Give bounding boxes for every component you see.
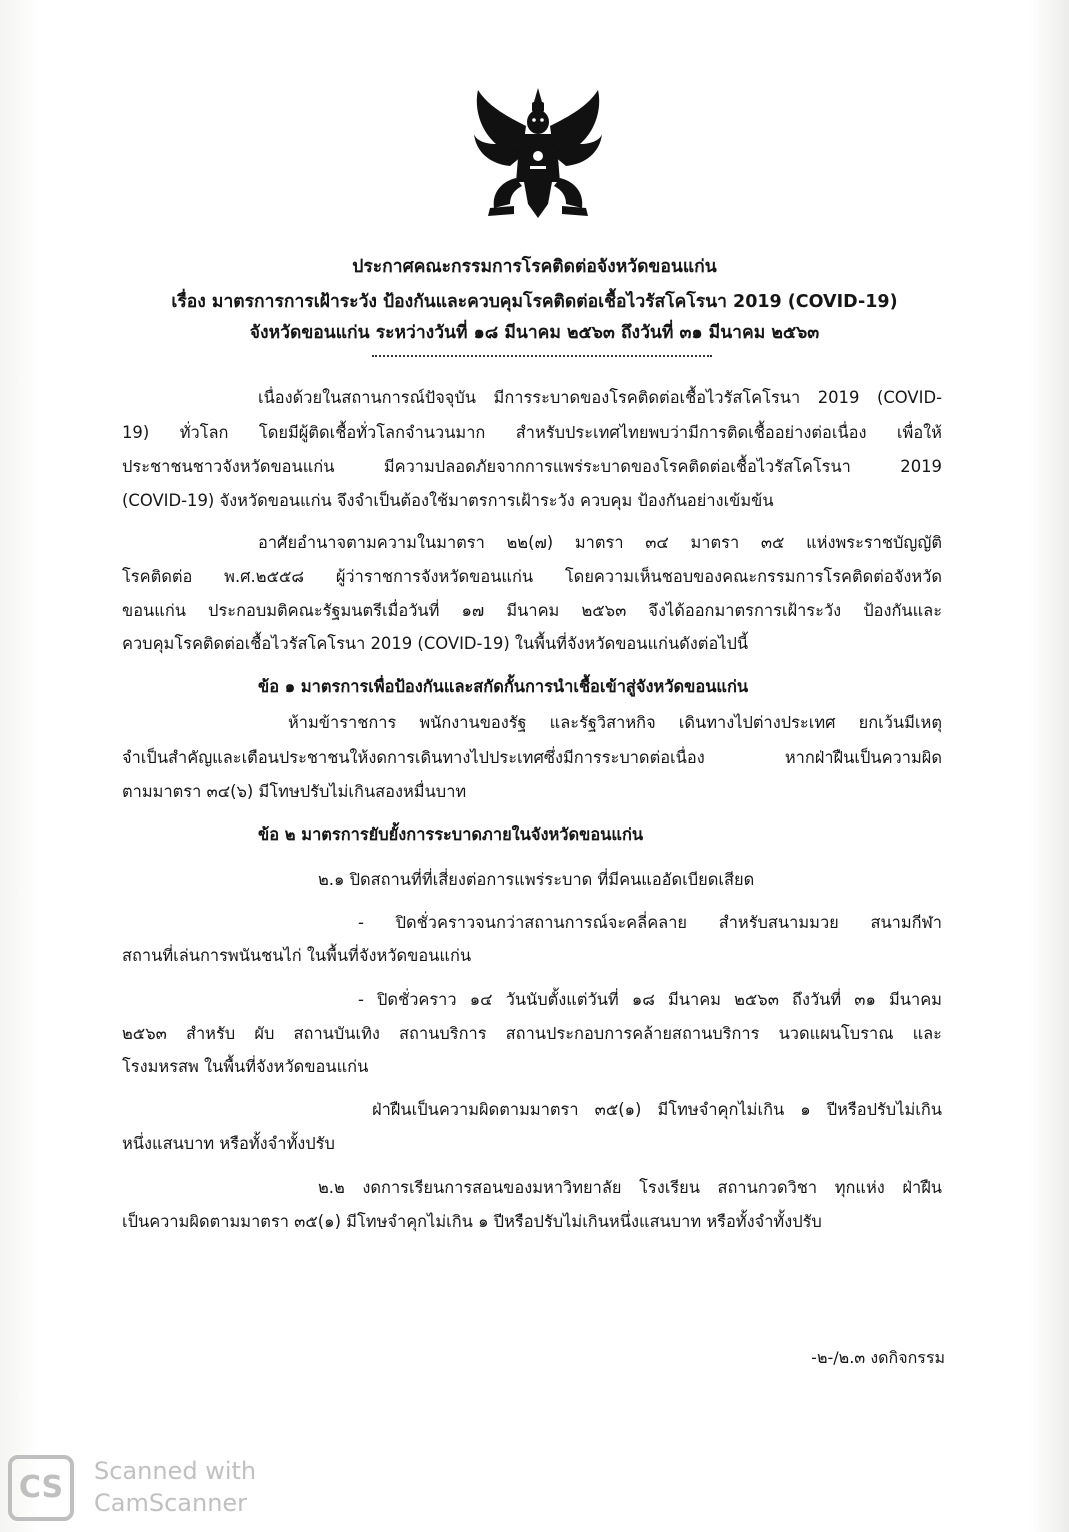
paragraph-line: - ปิดชั่วคราวจนกว่าสถานการณ์จะคลี่คลาย สำหรับสนามมวย สนามกีฬา (358, 913, 942, 932)
paragraph-line: ๒.๒ งดการเรียนการสอนของมหาวิทยาลัย โรงเรียน สถานกวดวิชา ทุกแห่ง ฝ่าฝืน (318, 1178, 942, 1197)
camscanner-logo-icon: CS (8, 1455, 74, 1521)
paragraph-line: โรคติดต่อ พ.ศ.๒๕๕๘ ผู้ว่าราชการจังหวัดขอนแก่น โดยความเห็นชอบของคณะกรรมการโรคติดต่อจังหวัด (122, 567, 942, 586)
paragraph-line: ควบคุมโรคติดต่อเชื้อไวรัสโคโรนา 2019 (COVID-19) ในพื้นที่จังหวัดขอนแก่นดังต่อไปนี้ (122, 634, 749, 653)
paragraph-line: อาศัยอำนาจตามความในมาตรา ๒๒(๗) มาตรา ๓๔ มาตรา ๓๕ แห่งพระราชบัญญัติ (258, 533, 942, 552)
paragraph-line: ขอนแก่น ประกอบมติคณะรัฐมนตรีเมื่อวันที่ ๑๗ มีนาคม ๒๕๖๓ จึงได้ออกมาตรการเฝ้าระวัง ป้องกันและ (122, 601, 942, 620)
paragraph-line: จำเป็นสำคัญและเตือนประชาชนให้งดการเดินทางไปประเทศซึ่งมีการระบาดต่อเนื่อง หากฝ่าฝืนเป็นความผิด (122, 748, 942, 767)
paragraph-line: ๒๕๖๓ สำหรับ ผับ สถานบันเทิง สถานบริการ สถานประกอบการคล้ายสถานบริการ นวดแผนโบราณ และ (122, 1024, 942, 1043)
camscanner-watermark (8, 1455, 288, 1525)
subsection-2-1-heading: ๒.๑ ปิดสถานที่ที่เสี่ยงต่อการแพร่ระบาด ที่มีคนแออัดเบียดเสียด (318, 870, 755, 889)
paragraph-line: ประชาชนชาวจังหวัดขอนแก่น มีความปลอดภัยจากการแพร่ระบาดของโรคติดต่อเชื้อไวรัสโคโรนา 2019 (122, 457, 942, 476)
paragraph-line: (COVID-19) จังหวัดขอนแก่น จึงจำเป็นต้องใช้มาตรการเฝ้าระวัง ควบคุม ป้องกันอย่างเข้มข้น (122, 491, 774, 510)
paragraph-line: 19) ทั่วโลก โดยมีผู้ติดเชื้อทั่วโลกจำนวนมาก สำหรับประเทศไทยพบว่ามีการติดเชื้ออย่างต่อเนื่อง เพื่อให้ (122, 423, 942, 442)
header-divider (372, 355, 712, 357)
paragraph-line: - ปิดชั่วคราว ๑๔ วันนับตั้งแต่วันที่ ๑๘ มีนาคม ๒๕๖๓ ถึงวันที่ ๓๑ มีนาคม (358, 990, 942, 1009)
paragraph-line: เนื่องด้วยในสถานการณ์ปัจจุบัน มีการระบาดของโรคติดต่อเชื้อไวรัสโคโรนา 2019 (COVID- (258, 388, 942, 407)
announcement-subject: เรื่อง มาตรการการเฝ้าระวัง ป้องกันและควบคุมโรคติดต่อเชื้อไวรัสโคโรนา 2019 (COVID-19) (171, 292, 898, 312)
paragraph-line: ห้ามข้าราชการ พนักงานของรัฐ และรัฐวิสาหกิจ เดินทางไปต่างประเทศ ยกเว้นมีเหตุ (288, 713, 942, 732)
announcement-period: จังหวัดขอนแก่น ระหว่างวันที่ ๑๘ มีนาคม ๒๕๖๓ ถึงวันที่ ๓๑ มีนาคม ๒๕๖๓ (249, 323, 820, 343)
paragraph-line: โรงมหรสพ ในพื้นที่จังหวัดขอนแก่น (122, 1057, 369, 1076)
section-1-heading: ข้อ ๑ มาตรการเพื่อป้องกันและสกัดกั้นการนำเชื้อเข้าสู่จังหวัดขอนแก่น (258, 677, 749, 696)
paragraph-line: เป็นความผิดตามมาตรา ๓๕(๑) มีโทษจำคุกไม่เกิน ๑ ปีหรือปรับไม่เกินหนึ่งแสนบาท หรือทั้งจำทั้งปรับ (122, 1212, 822, 1231)
watermark-line-2: CamScanner (94, 1489, 248, 1517)
garuda-emblem-icon (470, 86, 606, 220)
paragraph-line: ตามมาตรา ๓๔(๖) มีโทษปรับไม่เกินสองหมื่นบาท (122, 782, 467, 801)
announcement-title: ประกาศคณะกรรมการโรคติดต่อจังหวัดขอนแก่น (352, 257, 717, 277)
paragraph-line: หนึ่งแสนบาท หรือทั้งจำทั้งปรับ (122, 1134, 335, 1153)
next-page-reference: -๒-/๒.๓ งดกิจกรรม (811, 1348, 945, 1367)
paragraph-line: สถานที่เล่นการพนันชนไก่ ในพื้นที่จังหวัดขอนแก่น (122, 946, 472, 965)
paragraph-line: ฝ่าฝืนเป็นความผิดตามมาตรา ๓๕(๑) มีโทษจำคุกไม่เกิน ๑ ปีหรือปรับไม่เกิน (372, 1100, 942, 1119)
section-2-heading: ข้อ ๒ มาตรการยับยั้งการระบาดภายในจังหวัดขอนแก่น (258, 825, 644, 844)
watermark-line-1: Scanned with (94, 1457, 257, 1485)
